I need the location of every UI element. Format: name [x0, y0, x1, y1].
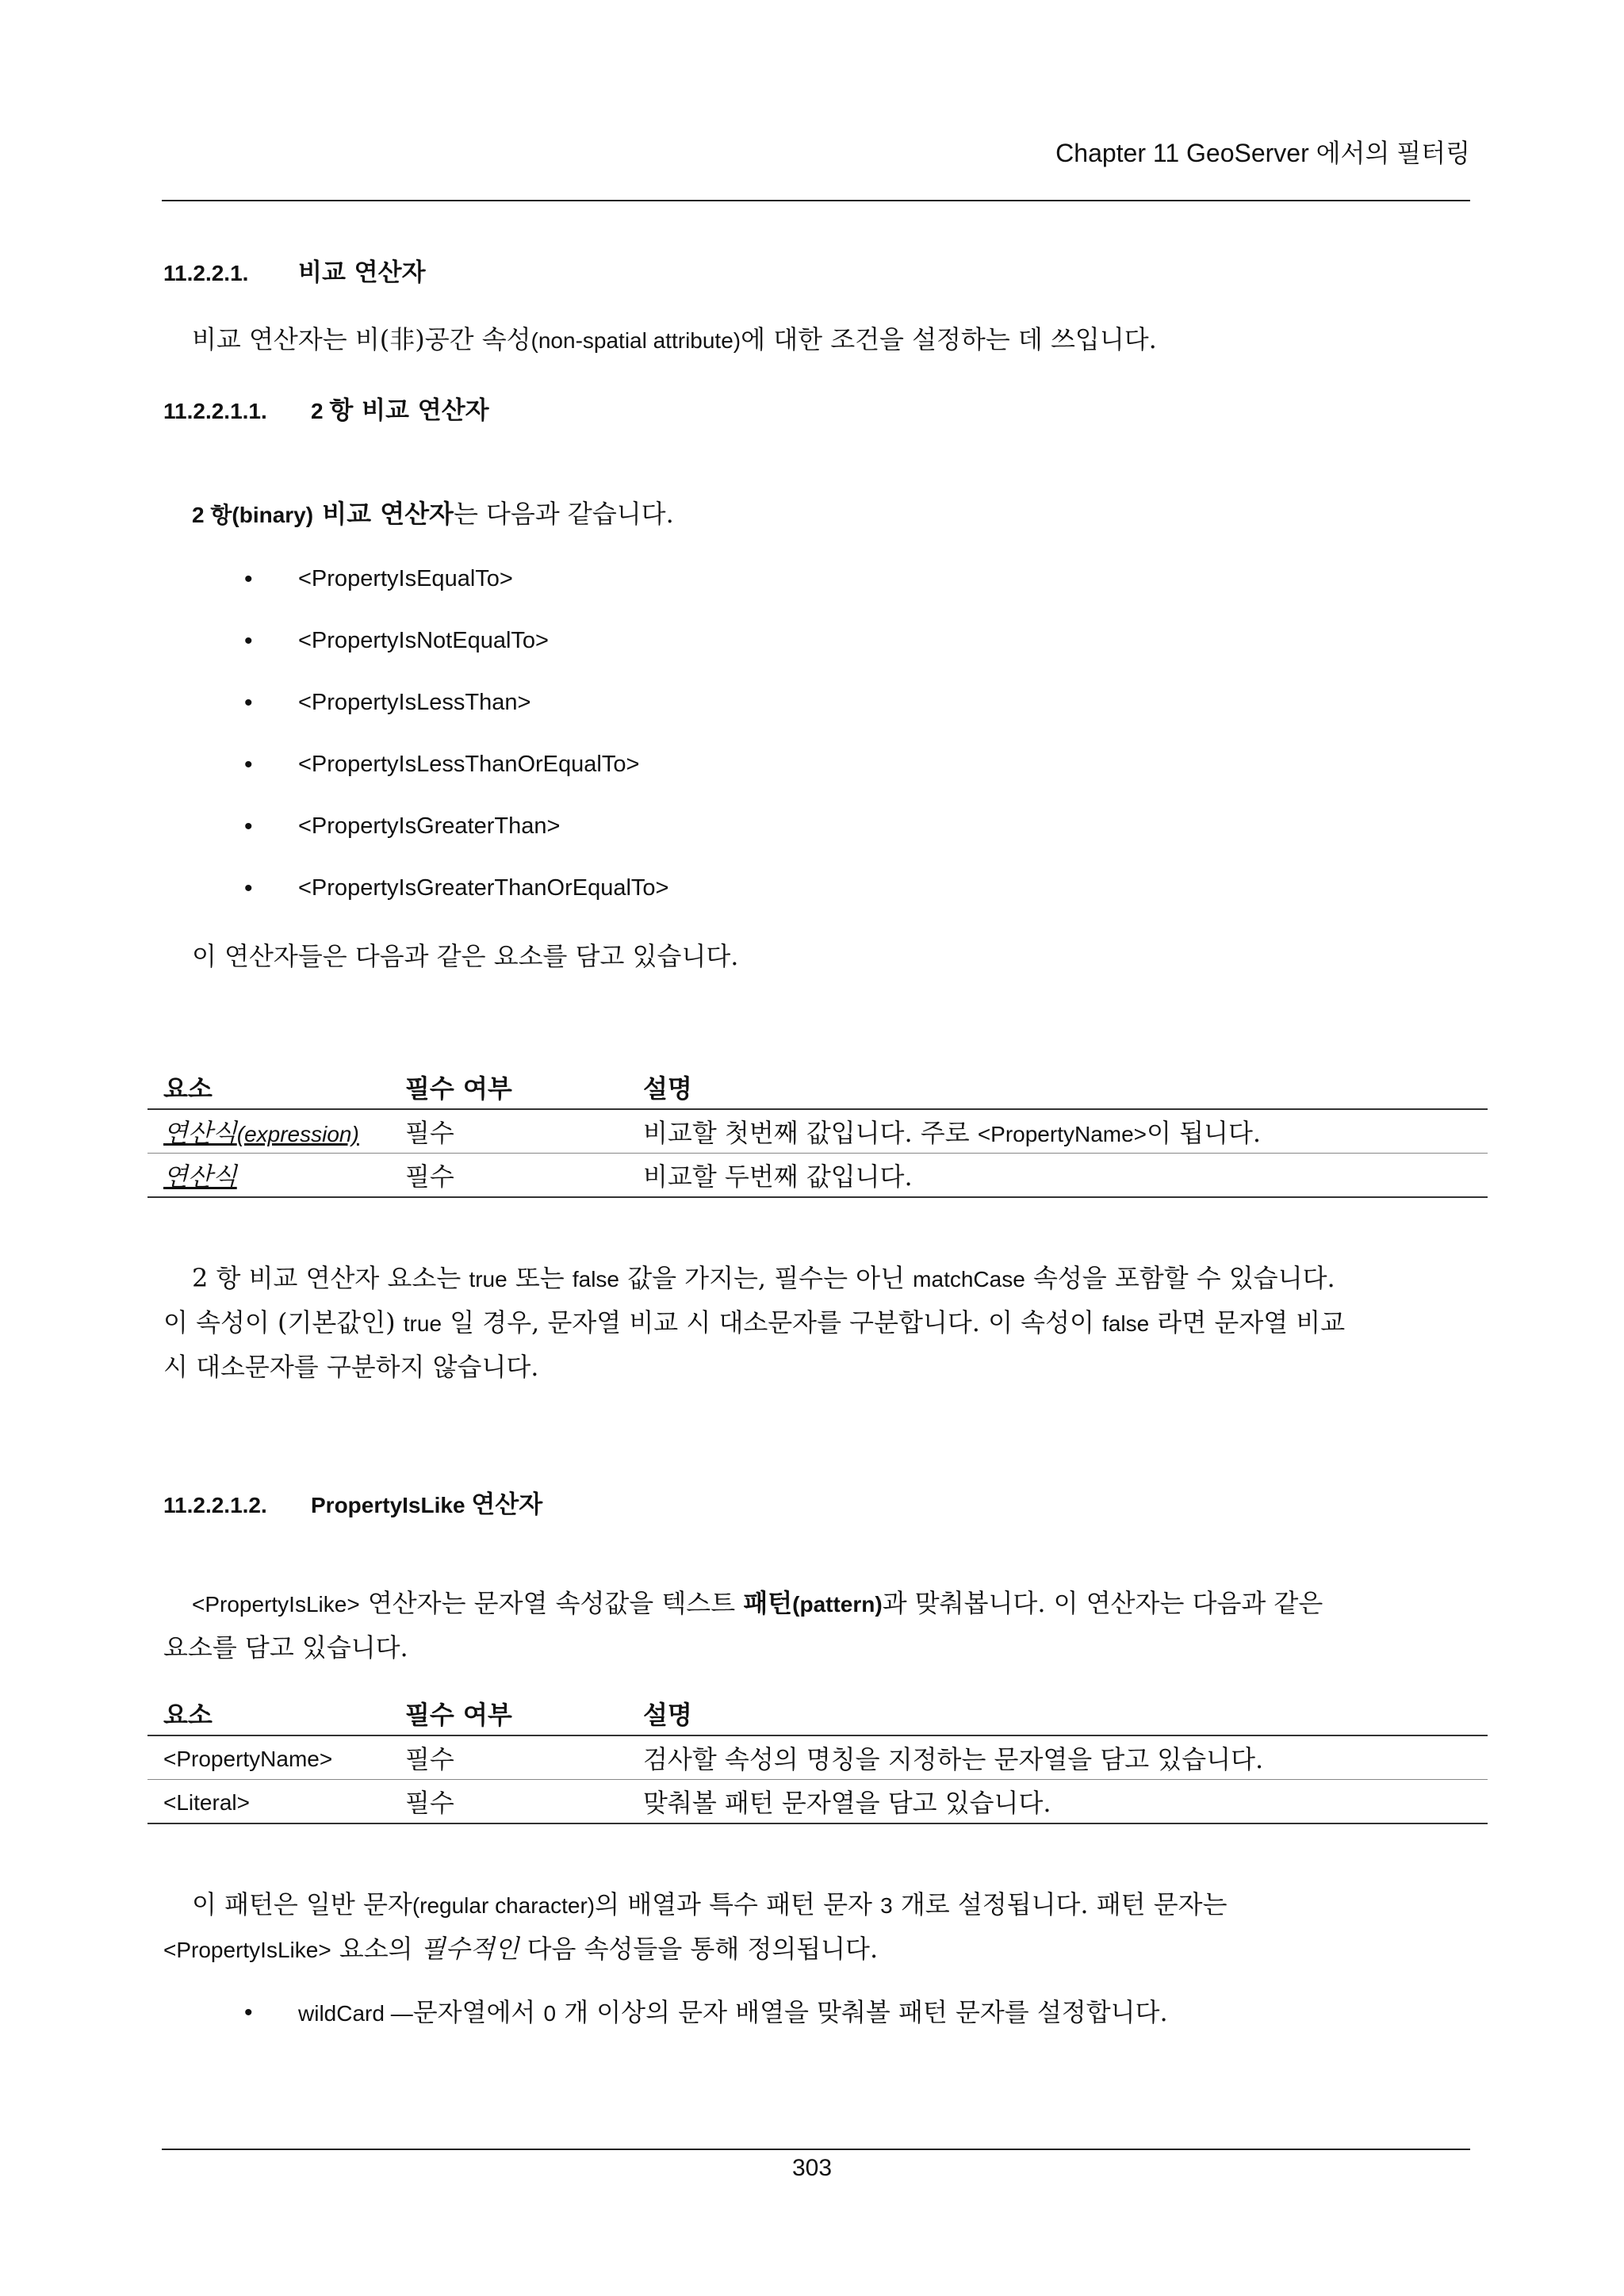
text-latin: true — [469, 1267, 508, 1292]
header-rule — [162, 200, 1470, 201]
binary-bold-3: 비교 연산자 — [313, 499, 454, 529]
table-row — [147, 1780, 1488, 1824]
section-title: 비교 연산자 — [298, 258, 426, 287]
text-latin: false — [572, 1267, 620, 1292]
page-number: 303 — [791, 2155, 833, 2181]
element-latin: <PropertyName> — [163, 1747, 333, 1771]
text-latin: wildCard — — [298, 2001, 413, 2026]
text-latin: true — [403, 1311, 442, 1336]
text-italic: 필수적인 — [420, 1934, 519, 1964]
propertyislike-elements-table — [147, 1692, 1488, 1824]
list-item-text: <PropertyIsEqualTo> — [298, 566, 513, 591]
footer-rule — [162, 2149, 1470, 2150]
binary-intro-paragraph — [192, 492, 674, 538]
section-title-num: 2 — [311, 399, 324, 423]
text-latin: matchCase — [913, 1267, 1025, 1292]
table-cell-element — [147, 1109, 389, 1154]
list-item-text: <PropertyIsLessThanOrEqualTo> — [298, 752, 640, 777]
table-cell-description — [627, 1109, 1488, 1154]
like-intro-line-1 — [192, 1581, 1323, 1627]
bullet-icon: • — [244, 628, 253, 654]
element-ko: 연산식 — [163, 1118, 237, 1148]
text-latin: false — [1102, 1311, 1150, 1336]
section-title-latin: PropertyIsLike — [311, 1493, 465, 1517]
table-header-cell: 필수 여부 — [389, 1692, 627, 1735]
binary-bold-2: (binary) — [232, 503, 314, 527]
table-header-row — [147, 1692, 1488, 1735]
section-title: 항 비교 연산자 — [329, 396, 489, 425]
table-cell-element — [147, 1780, 389, 1824]
table-row — [147, 1154, 1488, 1198]
section-number: 11.2.2.1. — [163, 261, 249, 285]
intro-text-1: 비교 연산자는 비(非)공간 속성 — [192, 324, 531, 354]
text-latin: 0 — [543, 2001, 557, 2026]
table-cell-description: 맞춰볼 패턴 문자열을 담고 있습니다. — [627, 1780, 1488, 1824]
text: 연산자는 문자열 속성값을 텍스트 — [359, 1588, 744, 1618]
text: 이 속성이 (기본값인) — [163, 1307, 404, 1337]
table-header-cell: 요소 — [147, 1692, 389, 1735]
text-bold: 패턴 — [743, 1588, 793, 1618]
table-cell-required: 필수 — [389, 1109, 627, 1154]
text: 의 배열과 특수 패턴 문자 — [595, 1889, 881, 1919]
text-bold-latin: (pattern) — [792, 1592, 883, 1617]
section-number: 11.2.2.1.1. — [163, 399, 267, 423]
text: 일 경우, 문자열 비교 시 대소문자를 구분합니다. 이 속성이 — [442, 1307, 1103, 1337]
table-header-row — [147, 1066, 1488, 1109]
table-header-cell: 필수 여부 — [389, 1066, 627, 1109]
binary-bold-1: 2 항 — [192, 503, 232, 527]
text: 또는 — [507, 1263, 573, 1293]
list-item-text — [298, 1999, 1168, 2027]
table-cell-element — [147, 1735, 389, 1780]
desc-latin: <PropertyName> — [977, 1122, 1147, 1146]
elements-intro: 이 연산자들은 다음과 같은 요소를 담고 있습니다. — [192, 941, 739, 971]
matchcase-line-2 — [163, 1300, 1345, 1346]
table-cell-required: 필수 — [389, 1154, 627, 1198]
text: 다음 속성들을 통해 정의됩니다. — [519, 1934, 879, 1964]
list-item-text: <PropertyIsNotEqualTo> — [298, 628, 549, 653]
bullet-icon: • — [244, 1999, 253, 2026]
list-item-text: <PropertyIsGreaterThan> — [298, 813, 561, 839]
list-item-text: <PropertyIsLessThan> — [298, 690, 531, 715]
text: 라면 문자열 비교 — [1149, 1307, 1346, 1337]
text: 문자열에서 — [412, 1997, 544, 2027]
pattern-line-2 — [163, 1927, 878, 1973]
header-title: Chapter 11 GeoServer 에서의 필터링 — [1055, 139, 1470, 167]
intro-text-2: 에 대한 조건을 설정하는 데 쓰입니다. — [741, 324, 1157, 354]
desc-ko: 비교할 첫번째 값입니다. 주로 — [643, 1118, 978, 1148]
intro-latin: (non-spatial attribute) — [530, 328, 741, 353]
element-latin: <Literal> — [163, 1790, 250, 1815]
text-latin: <PropertyIsLike> — [192, 1592, 360, 1617]
bullet-icon: • — [244, 752, 253, 778]
matchcase-line-3: 시 대소문자를 구분하지 않습니다. — [163, 1352, 539, 1382]
table-header-cell: 설명 — [627, 1066, 1488, 1109]
comparison-elements-table — [147, 1066, 1488, 1198]
pattern-line-1 — [192, 1882, 1228, 1928]
bullet-icon: • — [244, 566, 253, 592]
desc-post: 이 됩니다. — [1147, 1118, 1262, 1148]
text: 개 이상의 문자 배열을 맞춰볼 패턴 문자를 설정합니다. — [556, 1997, 1168, 2027]
table-header-cell: 요소 — [147, 1066, 389, 1109]
bullet-icon: • — [244, 690, 253, 716]
text: 개로 설정됩니다. 패턴 문자는 — [892, 1889, 1228, 1919]
section-title: 연산자 — [471, 1490, 543, 1519]
table-cell-element — [147, 1154, 389, 1198]
section-heading-comparison — [163, 252, 426, 288]
table-cell-required: 필수 — [389, 1780, 627, 1824]
element-latin: (expression) — [236, 1122, 359, 1146]
bullet-icon: • — [244, 813, 253, 840]
text: 속성을 포함할 수 있습니다. — [1025, 1263, 1335, 1293]
matchcase-line-1 — [192, 1256, 1335, 1302]
text-latin: 3 — [880, 1893, 893, 1918]
intro-paragraph — [192, 317, 1157, 363]
bullet-icon: • — [244, 875, 253, 901]
table-cell-required: 필수 — [389, 1735, 627, 1780]
table-header-cell: 설명 — [627, 1692, 1488, 1735]
section-number: 11.2.2.1.2. — [163, 1493, 267, 1517]
table-row — [147, 1109, 1488, 1154]
text: 이 패턴은 일반 문자 — [192, 1889, 412, 1919]
table-cell-description: 검사할 속성의 명칭을 지정하는 문자열을 담고 있습니다. — [627, 1735, 1488, 1780]
list-item-text: <PropertyIsGreaterThanOrEqualTo> — [298, 875, 669, 901]
text-latin: (regular character) — [412, 1893, 596, 1918]
table-row — [147, 1735, 1488, 1780]
binary-rest: 는 다음과 같습니다. — [453, 499, 674, 529]
section-heading-propertyislike — [163, 1484, 542, 1520]
like-intro-line-2: 요소를 담고 있습니다. — [163, 1632, 408, 1663]
text: 과 맞춰봅니다. 이 연산자는 다음과 같은 — [882, 1588, 1323, 1618]
table-cell-description: 비교할 두번째 값입니다. — [627, 1154, 1488, 1198]
running-header — [1055, 133, 1470, 170]
text: 값을 가지는, 필수는 아닌 — [619, 1263, 914, 1293]
element-ko: 연산식 — [163, 1161, 237, 1192]
text-latin: <PropertyIsLike> — [163, 1938, 331, 1962]
text: 2 항 비교 연산자 요소는 — [192, 1263, 469, 1293]
text: 요소의 — [331, 1934, 421, 1964]
section-heading-binary — [163, 390, 489, 426]
